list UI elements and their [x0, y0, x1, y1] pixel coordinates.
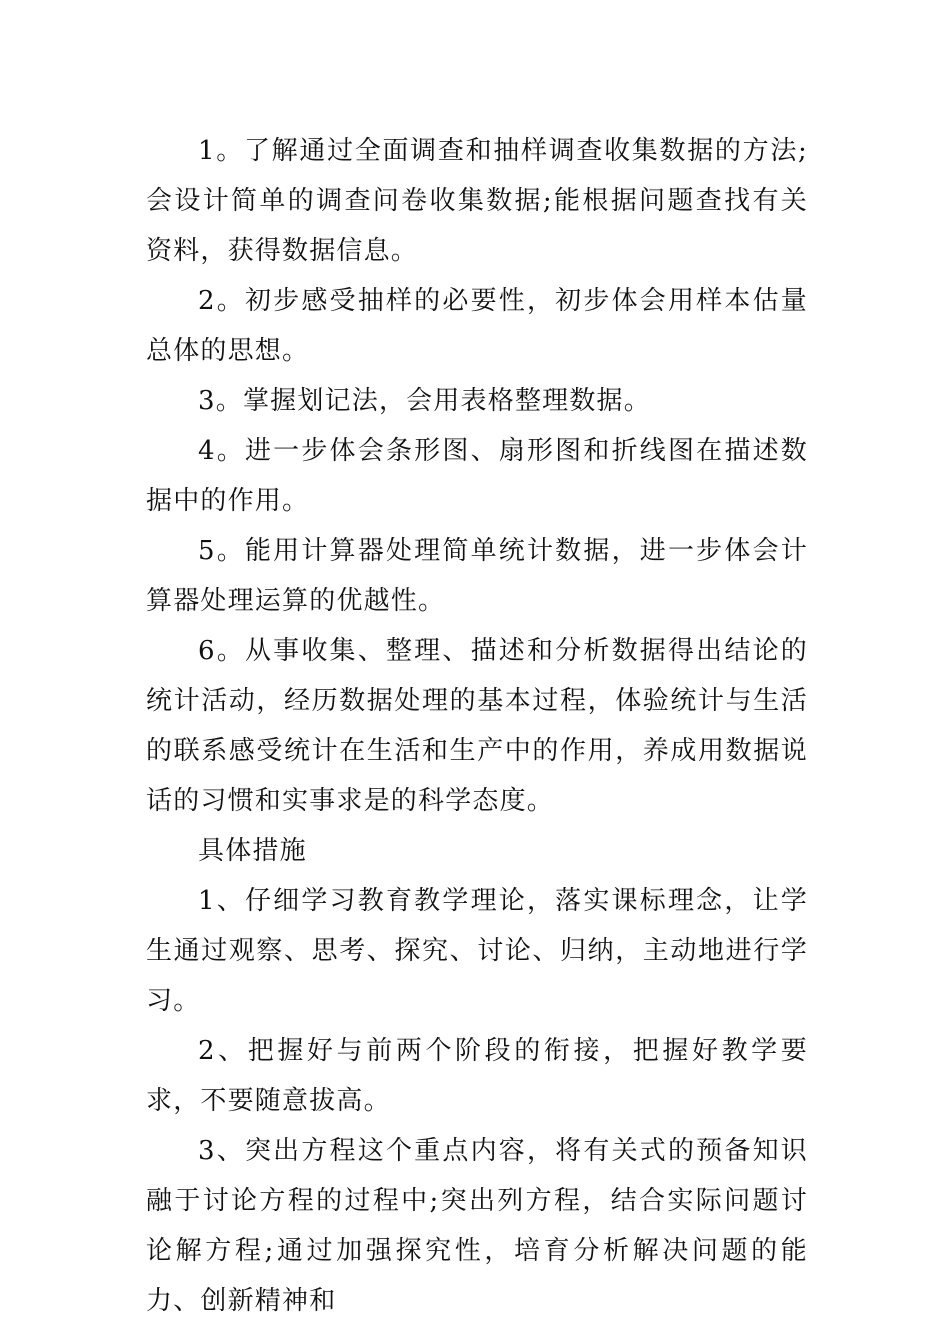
document-body: [146, 126, 808, 1326]
section-heading-measures: 具体措施: [198, 836, 307, 866]
paragraph-objective-4: 4。进一步体会条形图、扇形图和折线图在描述数据中的作用。: [146, 436, 808, 516]
paragraph-objective-2: 2。初步感受抽样的必要性，初步体会用样本估量总体的思想。: [146, 286, 808, 366]
paragraph-measure-2: 2、把握好与前两个阶段的衔接，把握好教学要求，不要随意拔高。: [146, 1036, 808, 1116]
paragraph-objective-6: 6。从事收集、整理、描述和分析数据得出结论的统计活动，经历数据处理的基本过程，体验统计与生活的联系感受统计在生活和生产中的作用，养成用数据说话的习惯和实事求是的科学态度。: [146, 636, 808, 816]
paragraph-measure-3: 3、突出方程这个重点内容，将有关式的预备知识融于讨论方程的过程中;突出列方程，结合实际问题讨论解方程;通过加强探究性，培育分析解决问题的能力、创新精神和: [146, 1136, 808, 1316]
paragraph-measure-1: 1、仔细学习教育教学理论，落实课标理念，让学生通过观察、思考、探究、讨论、归纳，主动地进行学习。: [146, 886, 808, 1016]
paragraph-objective-1: 1。了解通过全面调查和抽样调查收集数据的方法;会设计简单的调查问卷收集数据;能根据问题查找有关资料，获得数据信息。: [146, 136, 808, 266]
paragraph-objective-5: 5。能用计算器处理简单统计数据，进一步体会计算器处理运算的优越性。: [146, 536, 808, 616]
paragraph-objective-3: 3。掌握划记法，会用表格整理数据。: [198, 386, 651, 416]
